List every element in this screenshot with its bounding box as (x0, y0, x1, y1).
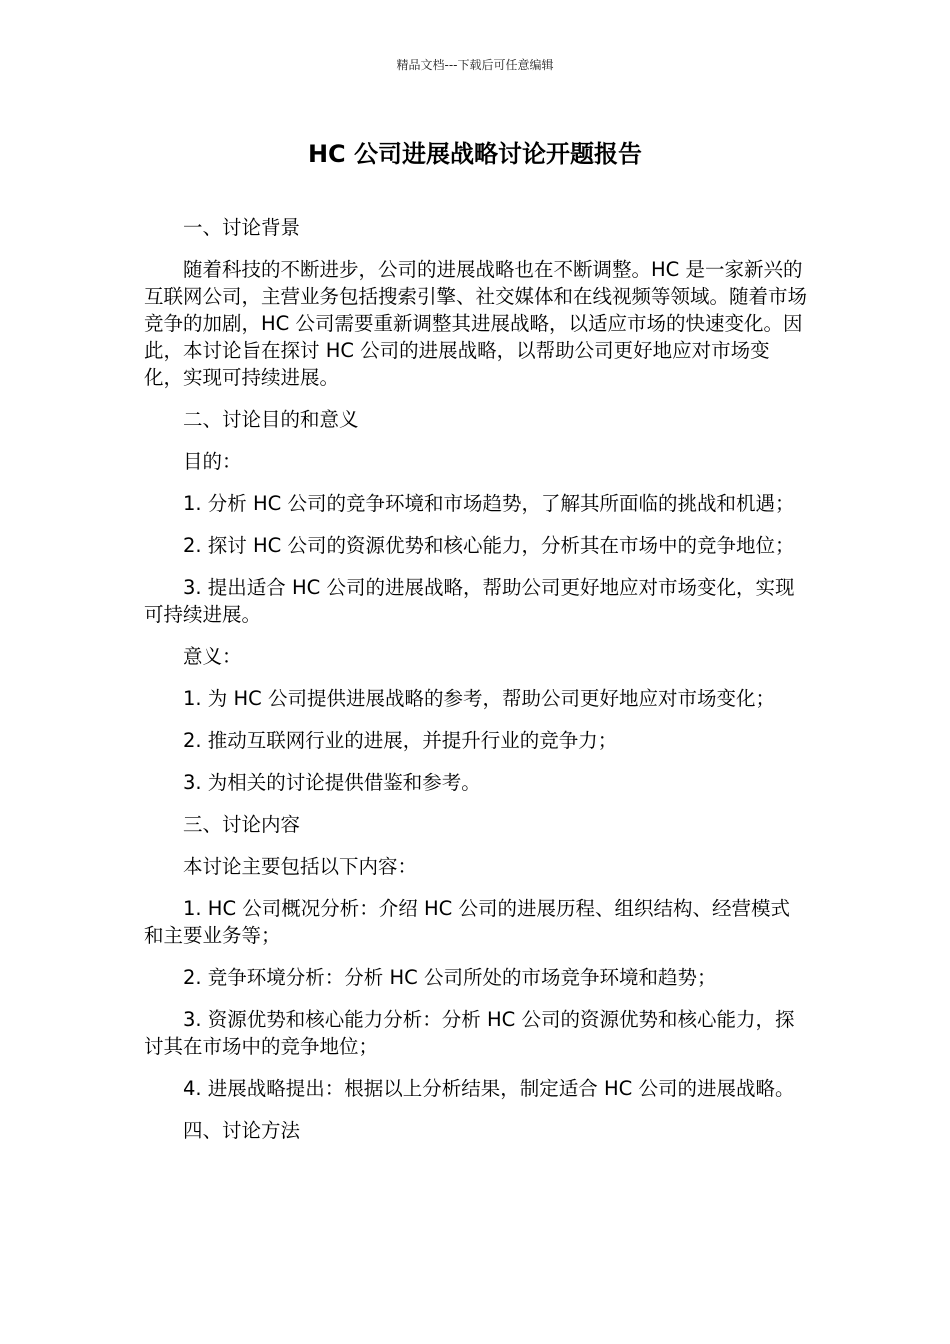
content-item-1: 1. HC 公司概况分析：介绍 HC 公司的进展历程、组织结构、经营模式和主要业务等； (144, 897, 790, 947)
significance-item-2: 2. 推动互联网行业的进展，并提升行业的竞争力； (183, 729, 618, 752)
content-item-3: 3. 资源优势和核心能力分析：分析 HC 公司的资源优势和核心能力，探讨其在市场中的竞争地位； (144, 1008, 795, 1058)
purpose-item-1: 1. 分析 HC 公司的竞争环境和市场趋势，了解其所面临的挑战和机遇； (183, 492, 795, 515)
significance-item-3: 3. 为相关的讨论提供借鉴和参考。 (183, 771, 481, 794)
section-heading-purpose: 二、讨论目的和意义 (183, 408, 359, 431)
significance-item-1: 1. 为 HC 公司提供进展战略的参考，帮助公司更好地应对市场变化； (183, 687, 775, 710)
purpose-item-3: 3. 提出适合 HC 公司的进展战略，帮助公司更好地应对市场变化，实现可持续进展。 (144, 576, 795, 626)
purpose-item-2: 2. 探讨 HC 公司的资源优势和核心能力，分析其在市场中的竞争地位； (183, 534, 795, 557)
document-body (144, 214, 808, 1159)
content-intro: 本讨论主要包括以下内容： (183, 855, 418, 878)
section-heading-methods: 四、讨论方法 (183, 1119, 301, 1142)
section-heading-content: 三、讨论内容 (183, 813, 301, 836)
background-paragraph: 随着科技的不断进步，公司的进展战略也在不断调整。HC 是一家新兴的互联网公司，主营业务包括搜索引擎、社交媒体和在线视频等领域。随着市场竞争的加剧，HC 公司需要重新调整其进展战略，以适应市场的快速变化。因此，本讨论旨在探讨 HC 公司的进展战略，以帮助公司更好地应对市场变化，实现可持续进展。 (144, 258, 808, 389)
content-item-2: 2. 竞争环境分析：分析 HC 公司所处的市场竞争环境和趋势； (183, 966, 717, 989)
content-item-4: 4. 进展战略提出：根据以上分析结果，制定适合 HC 公司的进展战略。 (183, 1077, 795, 1100)
section-heading-background: 一、讨论背景 (183, 216, 301, 239)
purpose-label: 目的： (183, 450, 242, 473)
page-header: 精品文档---下载后可任意编辑 (396, 58, 554, 72)
document-title: HC 公司进展战略讨论开题报告 (307, 140, 643, 168)
significance-label: 意义： (183, 645, 242, 668)
